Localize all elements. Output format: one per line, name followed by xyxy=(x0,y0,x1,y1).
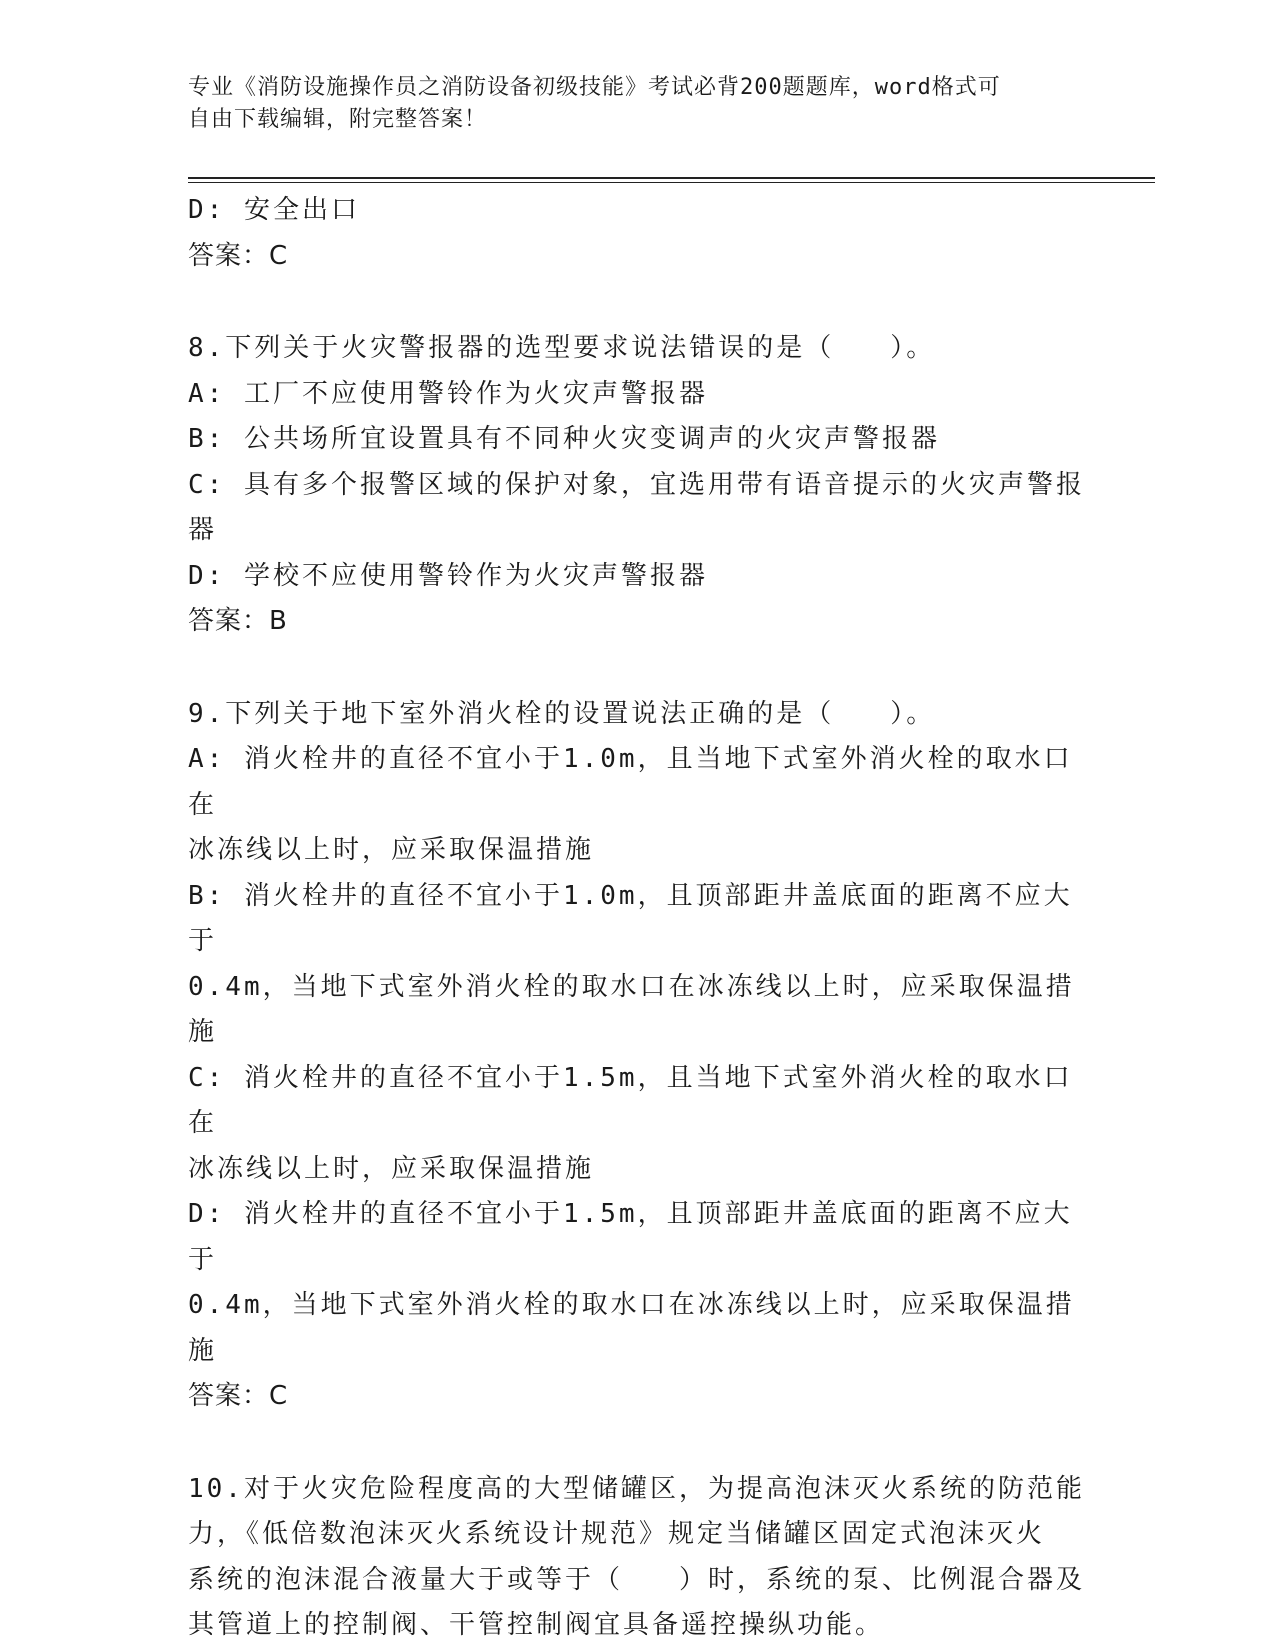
text-line: A: 消火栓井的直径不宜小于1.0m，且当地下式室外消火栓的取水口在 xyxy=(188,744,1073,820)
text-line: 0.4m，当地下式室外消火栓的取水口在冰冻线以上时，应采取保温措 xyxy=(188,971,1075,1002)
header-line-1: 专业《消防设施操作员之消防设备初级技能》考试必背200题题库，word格式可 xyxy=(188,75,1001,100)
text-line: 施 xyxy=(188,1335,218,1366)
text-line: B: 公共场所宜设置具有不同种火灾变调声的火灾声警报器 xyxy=(188,424,940,454)
text-line: 冰冻线以上时，应采取保温措施 xyxy=(188,835,595,865)
text-line: 其管道上的控制阀、干管控制阀宜具备遥控操纵功能。 xyxy=(188,1610,885,1640)
text-line: 0.4m，当地下式室外消火栓的取水口在冰冻线以上时，应采取保温措 xyxy=(188,1290,1075,1320)
paragraph-gap xyxy=(188,1420,1088,1467)
paragraph-gap xyxy=(188,645,1088,692)
text-line: 系统的泡沫混合液量大于或等于（ ）时，系统的泵、比例混合器及 xyxy=(188,1564,1085,1595)
text-line: A: 工厂不应使用警铃作为火灾声警报器 xyxy=(188,378,708,409)
paragraph-gap xyxy=(188,279,1088,326)
text-line: C: 具有多个报警区域的保护对象，宜选用带有语音提示的火灾声警报 xyxy=(188,469,1085,500)
text-line: B: 消火栓井的直径不宜小于1.0m，且顶部距井盖底面的距离不应大于 xyxy=(188,880,1073,956)
text-line: D: 安全出口 xyxy=(188,195,360,225)
header-rule-thin xyxy=(188,182,1155,183)
document-header xyxy=(188,72,1088,136)
text-line: 力，《低倍数泡沫灭火系统设计规范》规定当储罐区固定式泡沫灭火 xyxy=(188,1519,1046,1549)
answer-line: 答案：C xyxy=(188,240,289,271)
text-line: D: 学校不应使用警铃作为火灾声警报器 xyxy=(188,560,708,591)
text-line: 器 xyxy=(188,515,218,545)
text-line: 9.下列关于地下室外消火栓的设置说法正确的是（ ）。 xyxy=(188,698,936,729)
answer-line: 答案：B xyxy=(188,606,288,636)
text-line: 施 xyxy=(188,1017,218,1047)
text-line: 10.对于火灾危险程度高的大型储罐区，为提高泡沫灭火系统的防范能 xyxy=(188,1473,1085,1504)
document-body xyxy=(188,188,1088,1649)
answer-line: 答案：C xyxy=(188,1381,289,1411)
header-rule-thick xyxy=(188,177,1155,179)
text-line: C: 消火栓井的直径不宜小于1.5m，且当地下式室外消火栓的取水口在 xyxy=(188,1062,1073,1138)
header-line-2: 自由下载编辑，附完整答案！ xyxy=(188,107,488,132)
text-line: 冰冻线以上时，应采取保温措施 xyxy=(188,1153,595,1184)
text-line: D: 消火栓井的直径不宜小于1.5m，且顶部距井盖底面的距离不应大于 xyxy=(188,1199,1073,1275)
text-line: 8.下列关于火灾警报器的选型要求说法错误的是（ ）。 xyxy=(188,333,936,363)
